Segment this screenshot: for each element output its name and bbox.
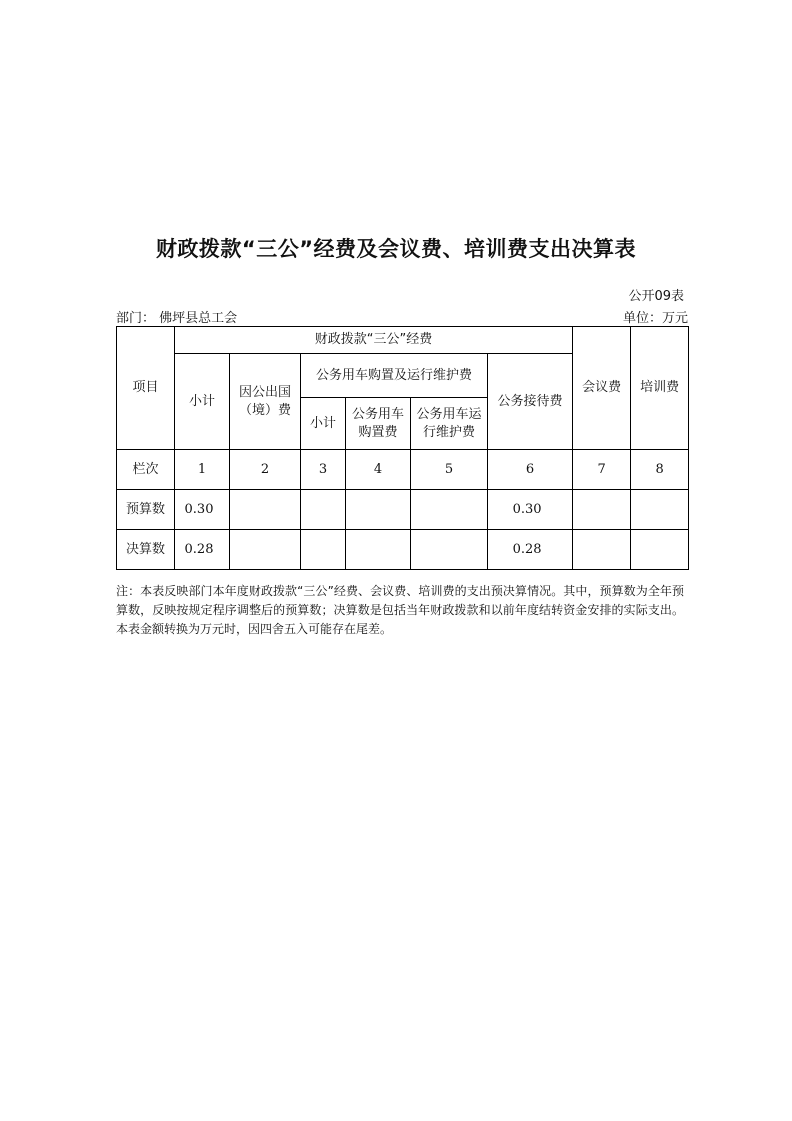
row-label: 决算数 bbox=[117, 530, 175, 570]
form-number: 公开09表 bbox=[628, 289, 684, 304]
table-cell bbox=[301, 530, 346, 570]
table-cell bbox=[411, 490, 488, 530]
table-cell: 0.30 bbox=[488, 490, 573, 530]
header-training: 培训费 bbox=[631, 327, 689, 450]
header-subtotal: 小计 bbox=[175, 354, 230, 450]
row-label: 预算数 bbox=[117, 490, 175, 530]
table-cell bbox=[230, 530, 301, 570]
expenditure-table bbox=[116, 326, 689, 570]
header-abroad: 因公出国（境）费 bbox=[230, 354, 301, 450]
table-cell bbox=[573, 530, 631, 570]
header-vehicle-operation: 公务用车运行维护费 bbox=[411, 398, 488, 450]
table-cell bbox=[573, 490, 631, 530]
table-cell bbox=[346, 530, 411, 570]
column-number: 7 bbox=[573, 450, 631, 490]
table-cell bbox=[631, 530, 689, 570]
table-row bbox=[117, 490, 689, 530]
column-number: 3 bbox=[301, 450, 346, 490]
table-cell bbox=[301, 490, 346, 530]
table-cell: 0.30 bbox=[175, 490, 230, 530]
table-note: 注：本表反映部门本年度财政拨款“三公”经费、会议费、培训费的支出预决算情况。其中，预算数为全年预算数，反映按规定程序调整后的预算数；决算数是包括当年财政拨款和以前年度结转资金安排的实际支出。本表金额转换为万元时，因四舍五入可能存在尾差。 bbox=[116, 584, 684, 636]
table-cell bbox=[411, 530, 488, 570]
table-cell: 0.28 bbox=[488, 530, 573, 570]
table-cell: 0.28 bbox=[175, 530, 230, 570]
page-title: 财政拨款“三公”经费及会议费、培训费支出决算表 bbox=[155, 237, 637, 261]
table-cell bbox=[230, 490, 301, 530]
column-number: 8 bbox=[631, 450, 689, 490]
column-numbers-label: 栏次 bbox=[117, 450, 175, 490]
header-three-public: 财政拨款“三公”经费 bbox=[175, 327, 573, 354]
header-reception: 公务接待费 bbox=[488, 354, 573, 450]
header-item: 项目 bbox=[117, 327, 175, 450]
column-number: 4 bbox=[346, 450, 411, 490]
column-number: 5 bbox=[411, 450, 488, 490]
table-cell bbox=[631, 490, 689, 530]
unit-label: 单位：万元 bbox=[622, 311, 688, 326]
column-number: 2 bbox=[230, 450, 301, 490]
header-vehicle-purchase: 公务用车购置费 bbox=[346, 398, 411, 450]
header-meeting: 会议费 bbox=[573, 327, 631, 450]
column-number: 1 bbox=[175, 450, 230, 490]
table-row bbox=[117, 530, 689, 570]
department-label: 部门： 佛坪县总工会 bbox=[116, 311, 238, 326]
table-cell bbox=[346, 490, 411, 530]
column-number: 6 bbox=[488, 450, 573, 490]
header-vehicle-subtotal: 小计 bbox=[301, 398, 346, 450]
header-vehicle: 公务用车购置及运行维护费 bbox=[301, 354, 488, 398]
